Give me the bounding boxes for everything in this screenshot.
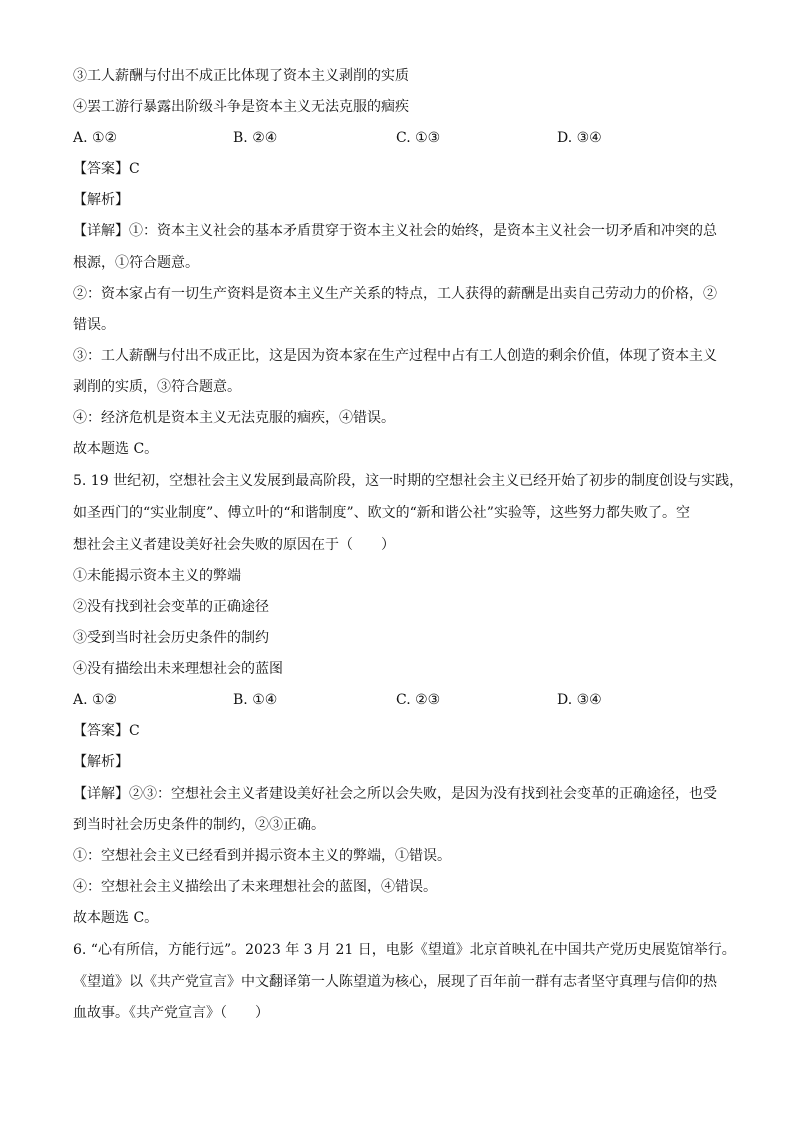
q5-option-b: B. ①④ [233, 692, 278, 708]
q4-statement-3: ③工人薪酬与付出不成正比体现了资本主义剥削的实质 [73, 68, 409, 84]
q5-statement-2: ②没有找到社会变革的正确途径 [73, 599, 269, 615]
q4-option-d: D. ③④ [557, 130, 602, 146]
q4-option-b: B. ②④ [233, 130, 278, 146]
q5-analysis-heading: 【解析】 [73, 754, 129, 770]
q4-conclusion: 故本题选 C。 [73, 441, 159, 457]
q5-detail-line-3: ①：空想社会主义已经看到并揭示资本主义的弊端，①错误。 [73, 848, 451, 864]
q4-analysis-heading: 【解析】 [73, 192, 129, 208]
q4-detail-line-6: 剥削的实质，③符合题意。 [73, 379, 241, 395]
q5-detail-line-2: 到当时社会历史条件的制约，②③正确。 [73, 817, 325, 833]
q4-statement-4: ④罢工游行暴露出阶级斗争是资本主义无法克服的痼疾 [73, 99, 409, 115]
q4-detail-line-5: ③：工人薪酬与付出不成正比，这是因为资本家在生产过程中占有工人创造的剩余价值，体现了资本主义 [73, 348, 717, 364]
q5-option-d: D. ③④ [557, 692, 602, 708]
q5-statement-4: ④没有描绘出未来理想社会的蓝图 [73, 661, 283, 677]
q6-stem-line-3: 血故事。《共产党宣言》（ ） [73, 1005, 269, 1021]
q6-stem-line-1: 6. “心有所信，方能行远”。2023 年 3 月 21 日，电影《望道》北京首映礼在中国共产党历史展览馆举行。 [73, 942, 736, 958]
q5-stem-line-2: 如圣西门的“实业制度”、傅立叶的“和谐制度”、欧文的“新和谐公社”实验等，这些努力都失败了。空 [73, 505, 690, 521]
q4-detail-line-7: ④：经济危机是资本主义无法克服的痼疾，④错误。 [73, 410, 395, 426]
q4-answer: 【答案】C [73, 161, 140, 177]
q5-option-c: C. ②③ [396, 692, 441, 708]
q4-detail-line-1: 【详解】①：资本主义社会的基本矛盾贯穿于资本主义社会的始终，是资本主义社会一切矛盾和冲突的总 [73, 223, 717, 239]
q4-option-c: C. ①③ [396, 130, 441, 146]
q4-detail-line-2: 根源，①符合题意。 [73, 255, 199, 271]
q5-stem-line-1: 5. 19 世纪初，空想社会主义发展到最高阶段，这一时期的空想社会主义已经开始了初步的制度创设与实践， [73, 473, 744, 489]
q5-answer: 【答案】C [73, 723, 140, 739]
q4-detail-line-4: 错误。 [73, 317, 115, 333]
q5-statement-3: ③受到当时社会历史条件的制约 [73, 630, 269, 646]
q4-detail-line-3: ②：资本家占有一切生产资料是资本主义生产关系的特点，工人获得的薪酬是出卖自己劳动力的价格，② [73, 286, 717, 302]
q4-option-a: A. ①② [73, 130, 118, 146]
q6-stem-line-2: 《望道》以《共产党宣言》中文翻译第一人陈望道为核心，展现了百年前一群有志者坚守真理与信仰的热 [73, 974, 717, 990]
q5-statement-1: ①未能揭示资本主义的弊端 [73, 568, 241, 584]
q5-detail-line-1: 【详解】②③：空想社会主义者建设美好社会之所以会失败，是因为没有找到社会变革的正确途径，也受 [73, 786, 717, 802]
q5-stem-line-3: 想社会主义者建设美好社会失败的原因在于（ ） [73, 537, 395, 553]
q5-conclusion: 故本题选 C。 [73, 910, 159, 926]
q5-detail-line-4: ④：空想社会主义描绘出了未来理想社会的蓝图，④错误。 [73, 879, 437, 895]
q5-option-a: A. ①② [73, 692, 118, 708]
